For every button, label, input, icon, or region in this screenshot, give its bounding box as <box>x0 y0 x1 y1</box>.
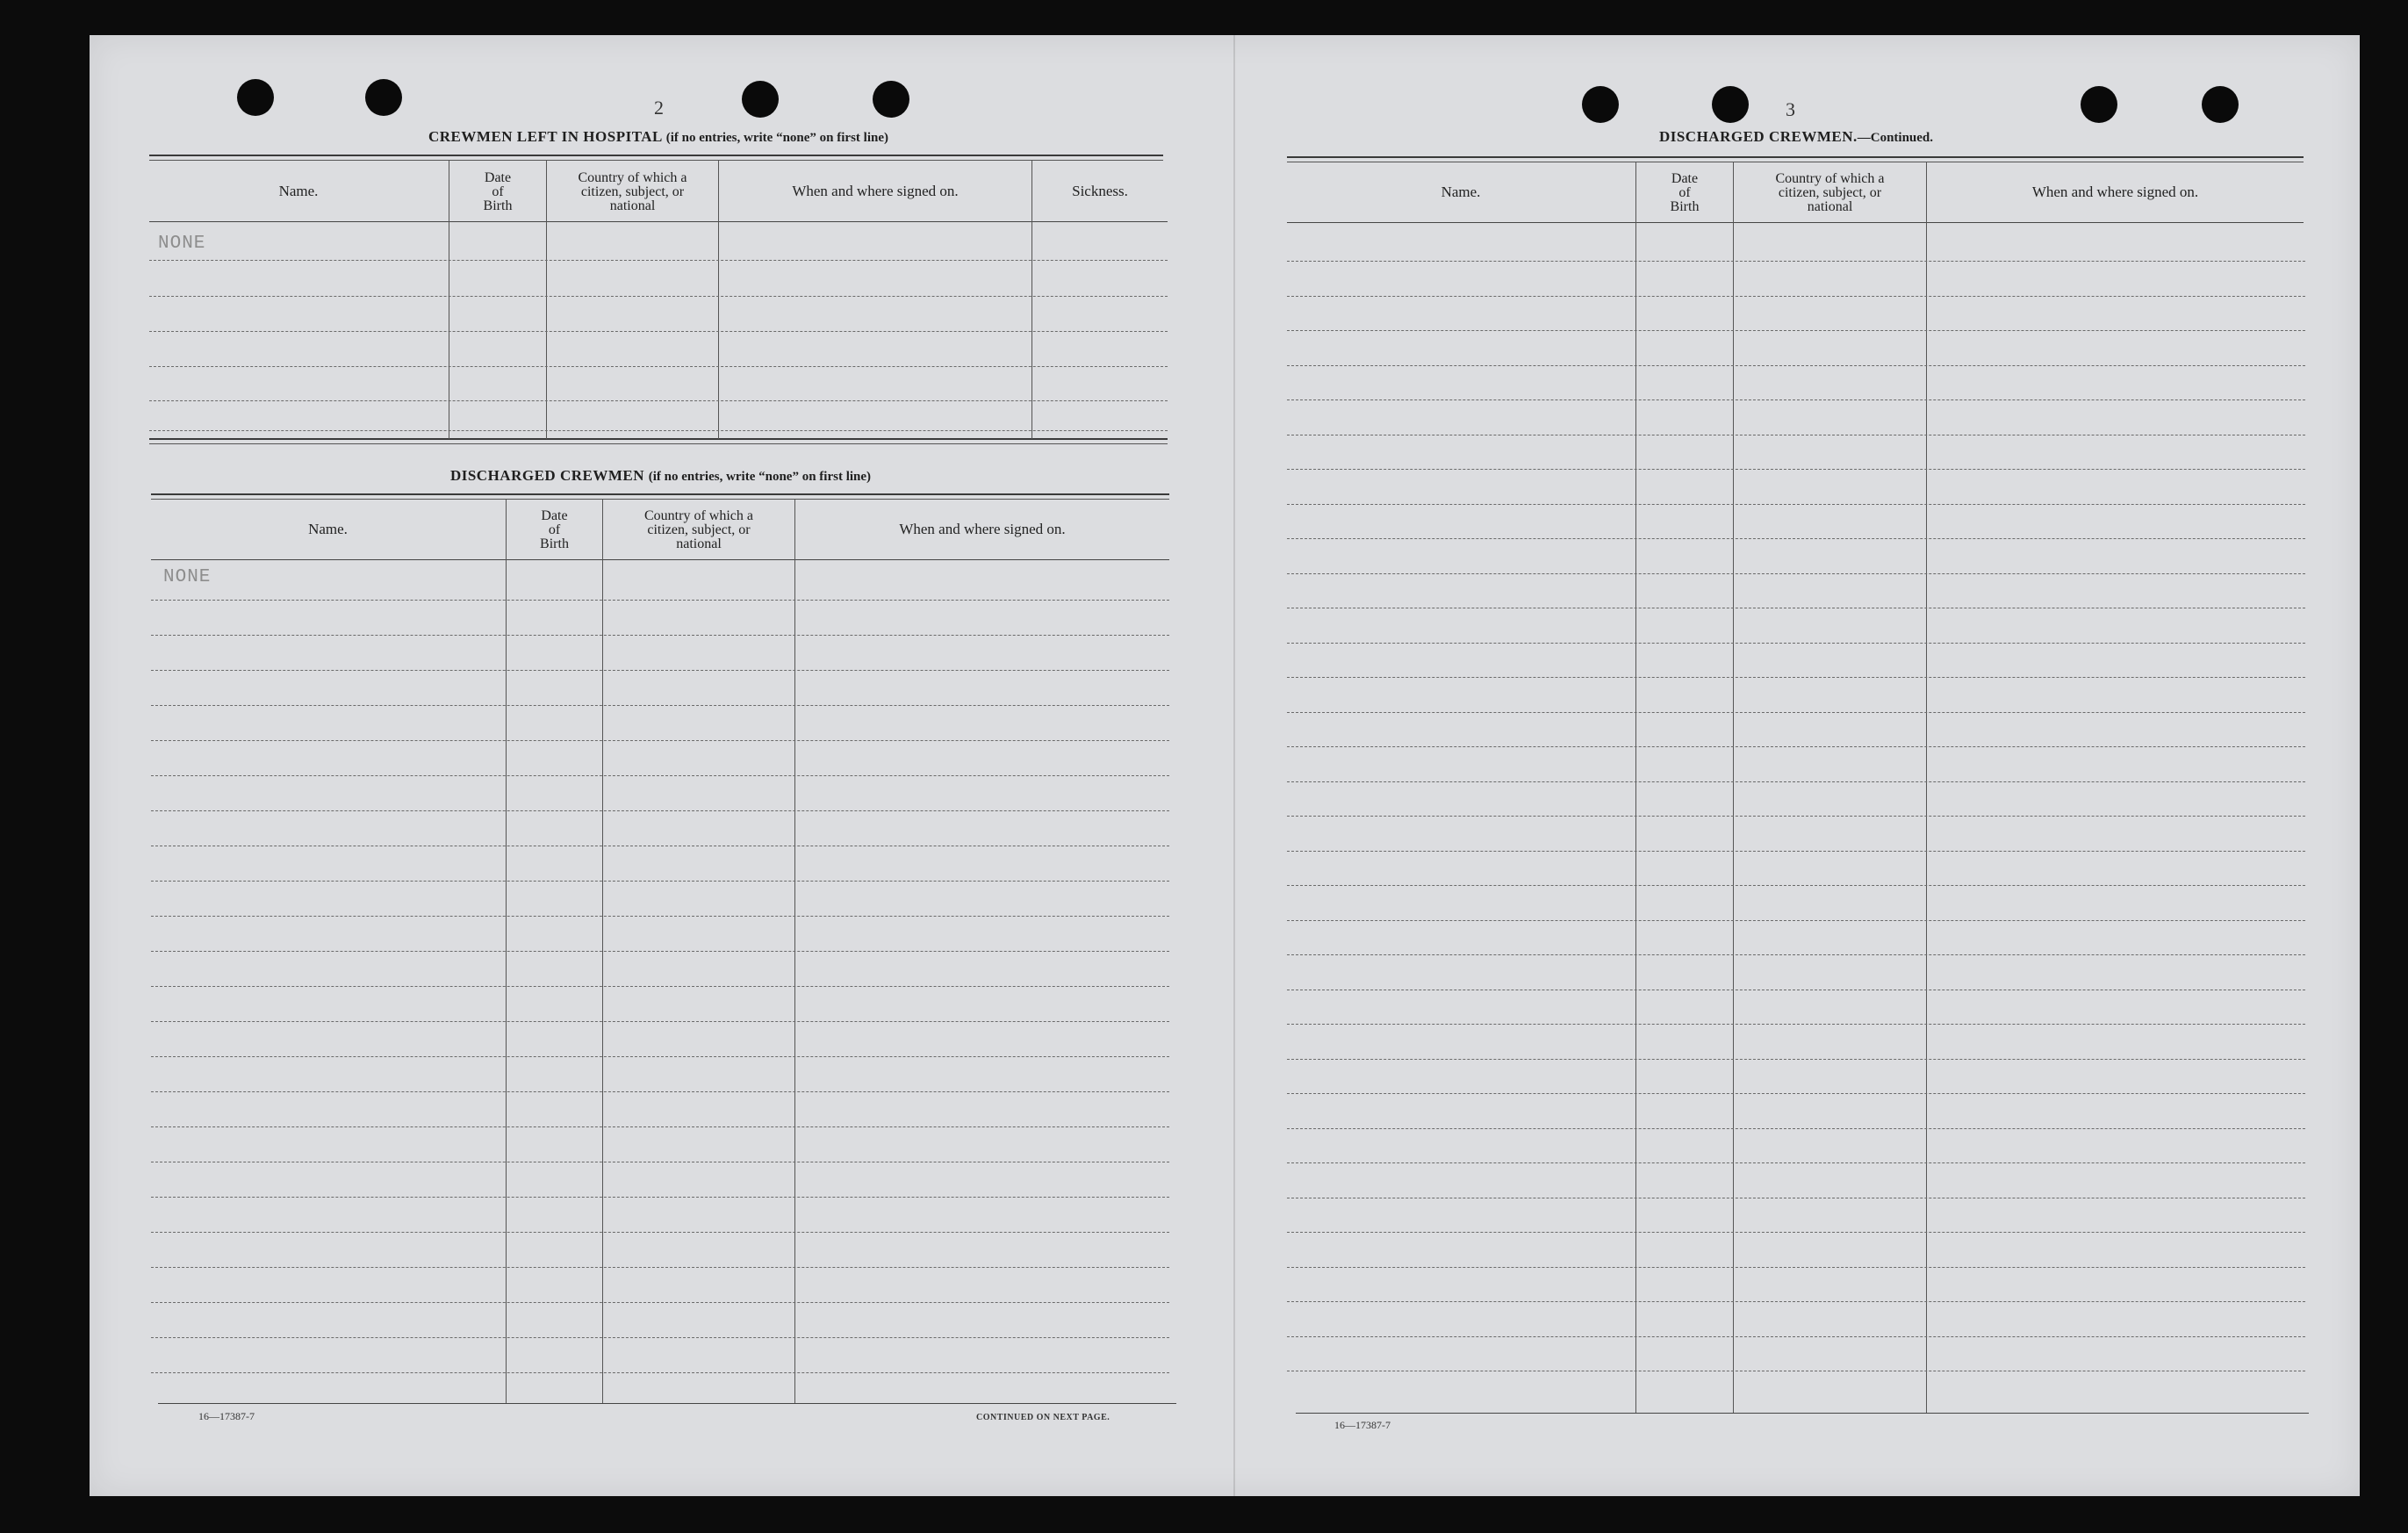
discharged-first-entry: NONE <box>163 567 212 587</box>
discharged-header-rule <box>151 559 1169 560</box>
entry-line <box>151 916 1169 917</box>
entry-line <box>1287 1267 2305 1268</box>
discharged-instruction: (if no entries, write “none” on first line) <box>648 470 872 484</box>
entry-line <box>1287 885 2305 886</box>
entry-line <box>1287 504 2305 505</box>
entry-line <box>149 331 1168 332</box>
continued-note: CONTINUED ON NEXT PAGE. <box>976 1413 1111 1422</box>
entry-line <box>151 1302 1169 1303</box>
entry-line <box>1287 920 2305 921</box>
hospital-col-signed: When and where signed on. <box>792 183 959 199</box>
page-number-right: 3 <box>1786 98 1795 120</box>
entry-line <box>151 775 1169 776</box>
entry-line <box>149 366 1168 367</box>
entry-line <box>1287 643 2305 644</box>
punch-hole <box>873 81 909 118</box>
hospital-first-entry: NONE <box>158 234 206 254</box>
entry-line <box>151 1021 1169 1022</box>
discharged-col-name: Name. <box>308 521 348 537</box>
entry-line <box>1287 1162 2305 1163</box>
punch-hole <box>2202 86 2239 123</box>
punch-hole <box>237 79 274 116</box>
hospital-col-name: Name. <box>278 183 319 199</box>
entry-line <box>1287 1336 2305 1337</box>
entry-line <box>151 1126 1169 1127</box>
entry-line <box>1287 538 2305 539</box>
entry-line <box>151 1091 1169 1092</box>
continued-col-signed: When and where signed on. <box>2031 184 2199 200</box>
entry-line <box>1287 469 2305 470</box>
punch-hole <box>1712 86 1749 123</box>
entry-line <box>1287 1301 2305 1302</box>
punch-hole <box>742 81 779 118</box>
discharged-top-rule <box>151 493 1169 495</box>
hospital-title-text: CREWMEN LEFT IN HOSPITAL <box>428 128 662 145</box>
entry-line <box>1287 330 2305 331</box>
entry-line <box>151 1232 1169 1233</box>
entry-line <box>1287 1059 2305 1060</box>
entry-line <box>1287 1128 2305 1129</box>
form-sheet <box>90 35 2360 1496</box>
entry-line <box>151 951 1169 952</box>
entry-line <box>151 705 1169 706</box>
entry-line <box>1287 954 2305 955</box>
punch-hole <box>365 79 402 116</box>
entry-line <box>1287 365 2305 366</box>
discharged-bottom-rule <box>158 1403 1176 1404</box>
hospital-header-rule <box>149 221 1168 222</box>
entry-line <box>151 1337 1169 1338</box>
entry-line <box>149 400 1168 401</box>
entry-line <box>1287 781 2305 782</box>
punch-hole <box>1582 86 1619 123</box>
entry-line <box>1287 851 2305 852</box>
hospital-instruction: (if no entries, write “none” on first line) <box>665 131 888 145</box>
discharged-title-text: DISCHARGED CREWMEN <box>449 467 644 484</box>
entry-line <box>1287 712 2305 713</box>
continued-col-country: Country of which a citizen, subject, or national <box>1775 171 1885 214</box>
continued-header-rule <box>1287 222 2304 223</box>
continued-col-divider <box>1733 162 1734 1413</box>
entry-line <box>1287 261 2305 262</box>
punch-hole <box>2081 86 2117 123</box>
continued-title-suffix: —Continued. <box>1857 131 1934 145</box>
entry-line <box>151 600 1169 601</box>
discharged-col-birth: Date of Birth <box>540 508 569 551</box>
entry-line <box>1287 399 2305 400</box>
entry-line <box>151 986 1169 987</box>
entry-line <box>1287 677 2305 678</box>
discharged-col-signed: When and where signed on. <box>899 521 1066 537</box>
entry-line <box>151 1372 1169 1373</box>
continued-col-name: Name. <box>1441 184 1481 200</box>
discharged-col-country: Country of which a citizen, subject, or national <box>644 508 753 551</box>
form-code-left: 16—17387-7 <box>198 1410 255 1422</box>
page-fold <box>1233 35 1235 1496</box>
continued-section-title <box>1287 128 2305 146</box>
continued-title-text: DISCHARGED CREWMEN. <box>1658 128 1858 145</box>
hospital-col-sickness: Sickness. <box>1072 183 1128 199</box>
entry-line <box>151 1056 1169 1057</box>
continued-col-divider <box>1635 162 1636 1413</box>
continued-col-birth: Date of Birth <box>1670 171 1700 214</box>
entry-line <box>151 1197 1169 1198</box>
entry-line <box>1287 1232 2305 1233</box>
discharged-section-title <box>149 467 1172 485</box>
entry-line <box>149 260 1168 261</box>
entry-line <box>1287 816 2305 817</box>
entry-line <box>1287 573 2305 574</box>
entry-line <box>151 670 1169 671</box>
hospital-col-birth: Date of Birth <box>483 170 513 213</box>
entry-line <box>1287 746 2305 747</box>
entry-line <box>151 635 1169 636</box>
entry-line <box>1287 1024 2305 1025</box>
form-code-right: 16—17387-7 <box>1334 1419 1391 1431</box>
entry-line <box>149 296 1168 297</box>
entry-line <box>151 1267 1169 1268</box>
continued-col-divider <box>1926 162 1927 1413</box>
continued-bottom-rule <box>1296 1413 2309 1414</box>
entry-line <box>149 430 1168 431</box>
entry-line <box>151 810 1169 811</box>
entry-line <box>1287 1093 2305 1094</box>
hospital-section-title <box>149 128 1168 146</box>
continued-top-rule <box>1287 156 2304 158</box>
page-number-left: 2 <box>654 97 664 119</box>
hospital-bottom-rule <box>149 438 1168 440</box>
entry-line <box>1287 296 2305 297</box>
entry-line <box>151 740 1169 741</box>
hospital-col-country: Country of which a citizen, subject, or national <box>578 170 687 213</box>
hospital-top-rule <box>149 155 1163 156</box>
entry-line <box>151 881 1169 882</box>
